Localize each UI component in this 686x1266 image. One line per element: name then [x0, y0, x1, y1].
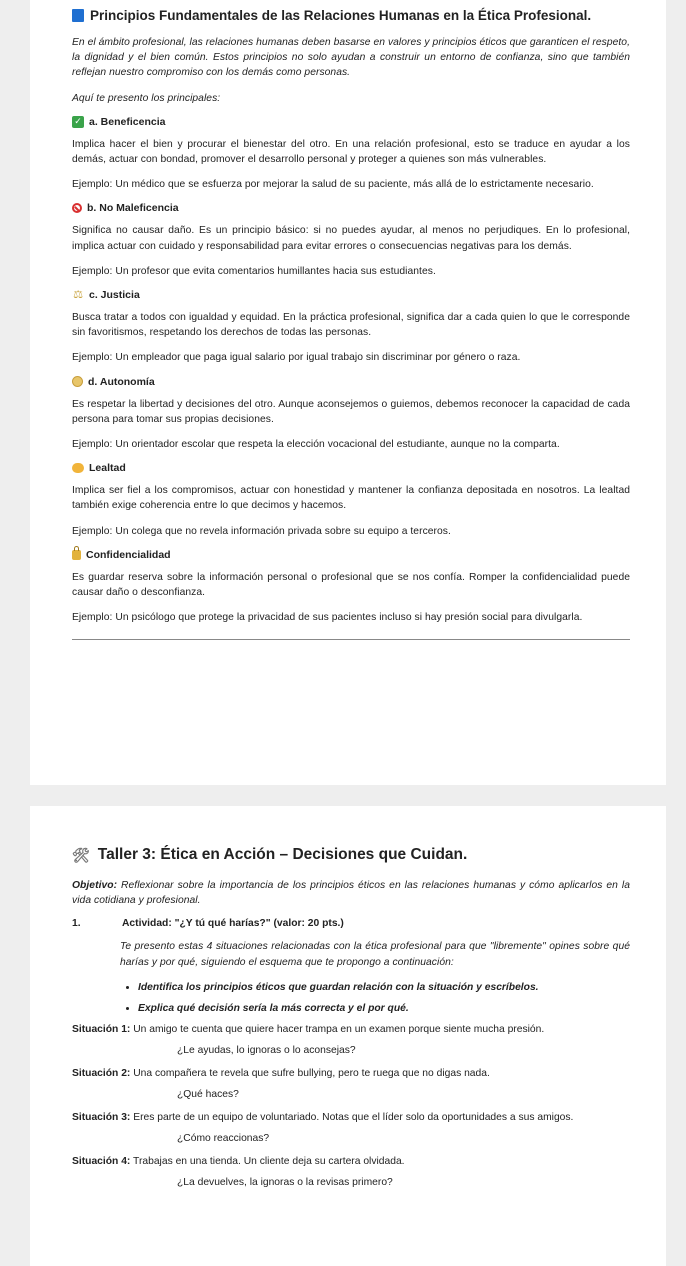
page-title: Principios Fundamentales de las Relaciones Humanas en la Ética Profesional.	[72, 8, 630, 23]
scale-icon: ⚖	[73, 288, 83, 301]
lead-text: Aquí te presento los principales:	[72, 92, 221, 104]
objective: Objetivo: Reflexionar sobre la importancia de los principios éticos en las relaciones humanas y cómo aplicarlos en la vida cotidiana y profesional.	[72, 880, 630, 907]
divider	[72, 639, 630, 640]
section-example: Ejemplo: Un empleador que paga igual salario por igual trabajo sin discriminar por género o raza.	[72, 352, 521, 364]
intro-paragraph: En el ámbito profesional, las relaciones humanas deben basarse en valores y principios éticos que garanticen el respeto, la dignidad y el bien común. Estos principios no solo ayudan a construir un entorno de confianza, sino que también reflejan nuestro compromiso con los demás como personas.	[72, 37, 630, 79]
dove-icon	[72, 376, 83, 387]
activity-intro: Te presento estas 4 situaciones relacionadas con la ética profesional para que "libremente" opines sobre qué harías y por qué, siguiendo el esquema que te propongo a continuación:	[120, 941, 630, 968]
situation-question: ¿La devuelves, la ignoras o la revisas primero?	[177, 1176, 393, 1188]
situation: Situación 1: Un amigo te cuenta que quiere hacer trampa en un examen porque siente mucha presión.	[72, 1023, 545, 1035]
section-heading: Lealtad	[72, 462, 630, 474]
section-example: Ejemplo: Un profesor que evita comentarios humillantes hacia sus estudiantes.	[72, 265, 436, 277]
section-example: Ejemplo: Un médico que se esfuerza por mejorar la salud de su paciente, más allá de lo estrictamente necesario.	[72, 179, 594, 191]
section-heading: ✓ a. Beneficencia	[72, 116, 630, 128]
tools-icon: 🛠	[72, 846, 90, 863]
situation: Situación 4: Trabajas en una tienda. Un cliente deja su cartera olvidada.	[72, 1155, 405, 1167]
check-icon: ✓	[72, 116, 84, 128]
document-page-1	[30, 0, 666, 785]
section-text: Implica ser fiel a los compromisos, actuar con honestidad y mantener la confianza depositada en nosotros. La lealtad también exige coherencia entre lo que decimos y hacemos.	[72, 485, 630, 512]
section-text: Significa no causar daño. Es un principio básico: si no puedes ayudar, al menos no perjudiques. En lo profesional, implica actuar con cuidado y responsabilidad para evitar errores o consecuencias negativas para los demás.	[72, 225, 630, 252]
section-heading: ⚖ c. Justicia	[73, 288, 140, 302]
blue-square-icon	[72, 9, 84, 22]
section-heading: Confidencialidad	[72, 549, 630, 561]
situation-question: ¿Qué haces?	[177, 1088, 239, 1100]
list-item: • Identifica los principios éticos que guardan relación con la situación y escríbelos.	[138, 980, 630, 995]
situation-question: ¿Cómo reaccionas?	[177, 1132, 270, 1144]
section-text: Es guardar reserva sobre la información personal o profesional que se nos confía. Romper la confidencialidad puede causar daño o desconfianza.	[72, 571, 630, 599]
workshop-title: 🛠 Taller 3: Ética en Acción – Decisiones que Cuidan.	[72, 846, 468, 863]
list-item: • Explica qué decisión sería la más correcta y el por qué.	[138, 1001, 630, 1016]
section-example: Ejemplo: Un orientador escolar que respeta la elección vocacional del estudiante, aunque no la comparta.	[72, 439, 560, 451]
document-page-2	[30, 806, 666, 1266]
lock-icon	[72, 550, 81, 560]
situation-question: ¿Le ayudas, lo ignoras o lo aconsejas?	[177, 1044, 356, 1056]
section-example: Ejemplo: Un colega que no revela información privada sobre su equipo a terceros.	[72, 525, 451, 537]
activity-heading: 1. Actividad: "¿Y tú qué harías?" (valor: 20 pts.)	[72, 918, 344, 930]
section-example: Ejemplo: Un psicólogo que protege la privacidad de sus pacientes incluso si hay presión social para divulgarla.	[72, 612, 583, 624]
handshake-icon	[72, 463, 84, 473]
situation: Situación 3: Eres parte de un equipo de voluntariado. Notas que el líder solo da oportunidades a sus amigos.	[72, 1111, 574, 1123]
section-text: Implica hacer el bien y procurar el bienestar del otro. En una relación profesional, esto se traduce en ayudar a los demás, actuar con bondad, promover el desarrollo personal y proteger a quienes son más vulnerables.	[72, 138, 630, 166]
instruction-list	[138, 980, 630, 1016]
section-heading: b. No Maleficencia	[72, 202, 630, 214]
section-text: Busca tratar a todos con igualdad y equidad. En la práctica profesional, significa dar a cada quien lo que le corresponde sin favoritismos, respetando los derechos de todas las personas.	[72, 312, 630, 339]
section-heading: d. Autonomía	[72, 376, 630, 388]
section-text: Es respetar la libertad y decisiones del otro. Aunque aconsejemos o guiemos, debemos reconocer la capacidad de cada persona para tomar sus propias decisiones.	[72, 398, 630, 425]
no-entry-icon	[72, 203, 82, 213]
situation: Situación 2: Una compañera te revela que sufre bullying, pero te ruega que no digas nada.	[72, 1067, 490, 1079]
